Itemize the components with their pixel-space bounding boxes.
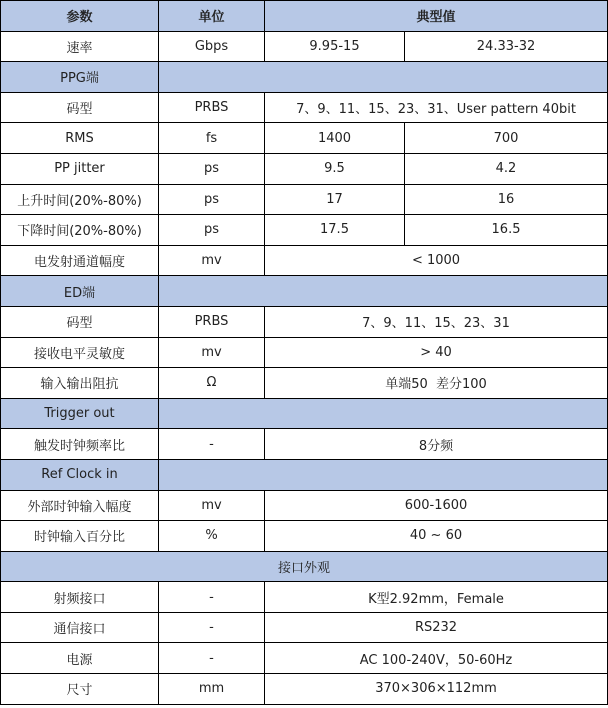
table-row: [1, 153, 608, 184]
value-cell: 700: [405, 123, 608, 154]
table-row: [1, 337, 608, 368]
unit-cell: PRBS: [159, 306, 265, 337]
section-row: [1, 551, 608, 582]
unit-cell: Gbps: [159, 31, 265, 62]
value-cell: 16.5: [405, 215, 608, 246]
header-unit: 单位: [159, 1, 265, 32]
table-row: [1, 521, 608, 552]
value-cell: 8分频: [265, 429, 608, 460]
value-cell: 17.5: [265, 215, 405, 246]
param-cell: 射频接口: [1, 582, 159, 613]
value-cell: 24.33-32: [405, 31, 608, 62]
value-cell: RS232: [265, 612, 608, 643]
table-row: [1, 490, 608, 521]
table-row: [1, 429, 608, 460]
param-cell: 码型: [1, 92, 159, 123]
unit-cell: Ω: [159, 368, 265, 399]
header-typical: 典型值: [265, 1, 608, 32]
param-cell: PP jitter: [1, 153, 159, 184]
section-title: ED端: [1, 276, 159, 307]
section-title: Trigger out: [1, 398, 159, 429]
param-cell: 触发时钟频率比: [1, 429, 159, 460]
unit-cell: -: [159, 582, 265, 613]
table-row: [1, 215, 608, 246]
value-cell: 7、9、11、15、23、31: [265, 306, 608, 337]
param-cell: 接收电平灵敏度: [1, 337, 159, 368]
unit-cell: -: [159, 612, 265, 643]
param-cell: 电发射通道幅度: [1, 245, 159, 276]
table-row: [1, 31, 608, 62]
table-row: [1, 612, 608, 643]
value-cell: < 1000: [265, 245, 608, 276]
table-row: [1, 643, 608, 674]
value-cell: AC 100-240V，50-60Hz: [265, 643, 608, 674]
section-title: Ref Clock in: [1, 459, 159, 490]
section-blank: [159, 62, 608, 93]
param-cell: 时钟输入百分比: [1, 521, 159, 552]
param-cell: RMS: [1, 123, 159, 154]
unit-cell: -: [159, 643, 265, 674]
table-row: [1, 123, 608, 154]
value-cell: 单端50 差分100: [265, 368, 608, 399]
param-cell: 输入输出阻抗: [1, 368, 159, 399]
value-cell: 4.2: [405, 153, 608, 184]
table-row: [1, 582, 608, 613]
unit-cell: mm: [159, 674, 265, 705]
unit-cell: ps: [159, 184, 265, 215]
table-row: [1, 306, 608, 337]
value-cell: > 40: [265, 337, 608, 368]
param-cell: 上升时间(20%-80%): [1, 184, 159, 215]
table-row: [1, 368, 608, 399]
value-cell: 1400: [265, 123, 405, 154]
section-blank: [159, 459, 608, 490]
section-row: [1, 62, 608, 93]
unit-cell: PRBS: [159, 92, 265, 123]
value-cell: 370×306×112mm: [265, 674, 608, 705]
unit-cell: mv: [159, 245, 265, 276]
unit-cell: ps: [159, 153, 265, 184]
param-cell: 外部时钟输入幅度: [1, 490, 159, 521]
value-cell: 9.5: [265, 153, 405, 184]
table-row: [1, 184, 608, 215]
table-row: [1, 92, 608, 123]
value-cell: 7、9、11、15、23、31、User pattern 40bit: [265, 92, 608, 123]
unit-cell: -: [159, 429, 265, 460]
param-cell: 通信接口: [1, 612, 159, 643]
unit-cell: mv: [159, 490, 265, 521]
section-blank: [159, 398, 608, 429]
section-title-full: 接口外观: [1, 551, 608, 582]
unit-cell: mv: [159, 337, 265, 368]
value-cell: K型2.92mm，Female: [265, 582, 608, 613]
value-cell: 16: [405, 184, 608, 215]
value-cell: 9.95-15: [265, 31, 405, 62]
param-cell: 电源: [1, 643, 159, 674]
table-row: [1, 245, 608, 276]
value-cell: 600-1600: [265, 490, 608, 521]
section-row: [1, 276, 608, 307]
table-row: [1, 674, 608, 705]
unit-cell: fs: [159, 123, 265, 154]
param-cell: 尺寸: [1, 674, 159, 705]
value-cell: 17: [265, 184, 405, 215]
section-row: [1, 398, 608, 429]
param-cell: 码型: [1, 306, 159, 337]
header-param: 参数: [1, 1, 159, 32]
section-row: [1, 459, 608, 490]
table-header-row: [1, 1, 608, 32]
unit-cell: ps: [159, 215, 265, 246]
section-blank: [159, 276, 608, 307]
section-title: PPG端: [1, 62, 159, 93]
param-cell: 速率: [1, 31, 159, 62]
param-cell: 下降时间(20%-80%): [1, 215, 159, 246]
unit-cell: %: [159, 521, 265, 552]
value-cell: 40 ~ 60: [265, 521, 608, 552]
